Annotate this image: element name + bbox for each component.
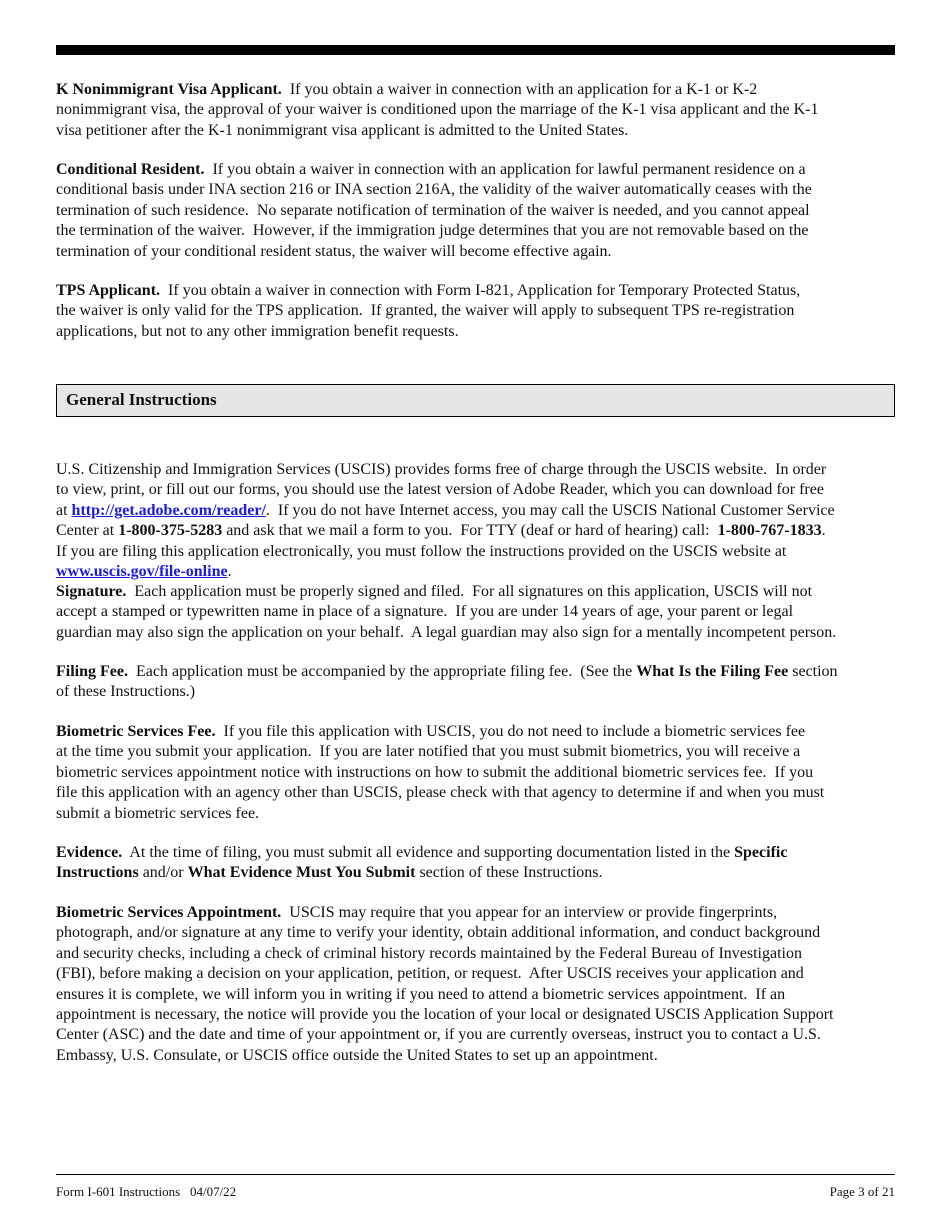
uscis-forms-paragraph: [56, 460, 895, 582]
k-visa-text: nonimmigrant visa, the approval of your waiver is conditioned upon the marriage of the K-1 visa applicant and the K-1: [56, 101, 819, 119]
signature-heading: Signature.: [56, 583, 127, 600]
filing-fee-text: section: [788, 663, 838, 680]
biometric-appointment-heading: Biometric Services Appointment.: [56, 904, 282, 921]
evidence-heading: Evidence.: [56, 844, 123, 861]
phone-number-tty: 1-800-767-1833: [717, 522, 822, 540]
biometric-appointment-text: Embassy, U.S. Consulate, or USCIS office outside the United States to set up an appointment.: [56, 1046, 658, 1064]
evidence-paragraph: [56, 843, 895, 884]
adobe-reader-link[interactable]: http://get.adobe.com/reader/: [71, 501, 266, 519]
k-visa-text: If you obtain a waiver in connection with an application for a K-1 or K-2: [281, 81, 758, 98]
uscis-text: U.S. Citizenship and Immigration Services (USCIS) provides forms free of charge through the USCIS website. In order: [56, 461, 827, 478]
conditional-resident-paragraph: [56, 160, 895, 262]
filing-fee-heading: Filing Fee.: [56, 663, 128, 680]
signature-text: Each application must be properly signed and filed. For all signatures on this application, USCIS will not: [126, 583, 813, 600]
form-identifier: Form I-601 Instructions 04/07/22: [56, 1184, 237, 1199]
filing-fee-reference: What Is the Filing Fee: [636, 663, 789, 680]
biometric-appointment-text: Center (ASC) and the date and time of your appointment or, if you are currently overseas, instruct you to contact a U.S.: [56, 1026, 821, 1044]
uscis-text: Center at: [56, 522, 119, 540]
k-visa-text: visa petitioner after the K-1 nonimmigrant visa applicant is admitted to the United States.: [56, 121, 629, 139]
biometric-fee-text: biometric services appointment notice with instructions on how to submit the additional biometric services fee. If you: [56, 763, 814, 781]
uscis-text: .: [821, 522, 826, 540]
page-number: Page 3 of 21: [829, 1184, 895, 1199]
tps-paragraph: [56, 281, 895, 342]
evidence-text: and/or: [138, 864, 188, 882]
evidence-reference: Instructions: [56, 864, 139, 882]
filing-fee-text: of these Instructions.): [56, 683, 196, 701]
biometric-appointment-text: appointment is necessary, the notice will provide you the location of your local or designated USCIS Application Support: [56, 1006, 834, 1024]
conditional-heading: Conditional Resident.: [56, 161, 205, 178]
biometric-fee-paragraph: [56, 722, 895, 824]
conditional-text: the termination of the waiver. However, if the immigration judge determines that you are not removable based on the: [56, 222, 809, 240]
signature-text: accept a stamped or typewritten name in place of a signature. If you are under 14 years of age, your parent or legal: [56, 603, 794, 621]
section-title: General Instructions: [66, 390, 217, 410]
biometric-appointment-text: USCIS may require that you appear for an interview or provide fingerprints,: [281, 904, 778, 921]
tps-heading: TPS Applicant.: [56, 282, 161, 299]
tps-text: applications, but not to any other immigration benefit requests.: [56, 322, 459, 340]
conditional-text: If you obtain a waiver in connection with an application for lawful permanent residence on a: [204, 161, 806, 178]
signature-text: guardian may also sign the application on your behalf. A legal guardian may also sign for a mentally incompetent person.: [56, 623, 837, 641]
phone-number-main: 1-800-375-5283: [118, 522, 223, 540]
biometric-fee-heading: Biometric Services Fee.: [56, 723, 216, 740]
biometric-appointment-paragraph: [56, 903, 895, 1066]
conditional-text: termination of such residence. No separate notification of termination of the waiver is needed, and you cannot appeal: [56, 201, 810, 219]
k-visa-heading: K Nonimmigrant Visa Applicant.: [56, 81, 282, 98]
biometric-fee-text: If you file this application with USCIS, you do not need to include a biometric services fee: [215, 723, 806, 740]
filing-fee-text: Each application must be accompanied by the appropriate filing fee. (See the: [127, 663, 637, 680]
signature-paragraph: [56, 582, 895, 643]
k-visa-paragraph: [56, 80, 895, 141]
uscis-text: If you are filing this application electronically, you must follow the instructions provided on the USCIS website at: [56, 542, 787, 560]
general-instructions-header: [56, 384, 895, 417]
biometric-appointment-text: photograph, and/or signature at any time to verify your identity, obtain additional information, and conduct background: [56, 924, 821, 942]
uscis-text: at: [56, 501, 72, 519]
top-rule: [56, 45, 895, 55]
uscis-text: .: [227, 563, 232, 581]
biometric-fee-text: file this application with an agency other than USCIS, please check with that agency to determine if and when you must: [56, 784, 825, 802]
evidence-reference: What Evidence Must You Submit: [187, 864, 416, 882]
uscis-text: . If you do not have Internet access, you may call the USCIS National Customer Service: [265, 501, 835, 519]
biometric-appointment-text: ensures it is complete, we will inform you in writing if you need to attend a biometric services appointment. If an: [56, 985, 786, 1003]
file-online-link[interactable]: www.uscis.gov/file-online: [56, 563, 228, 581]
evidence-text: At the time of filing, you must submit all evidence and supporting documentation listed in the: [122, 844, 735, 861]
conditional-text: conditional basis under INA section 216 or INA section 216A, the validity of the waiver automatically ceases with the: [56, 181, 812, 199]
biometric-appointment-text: (FBI), before making a decision on your application, petition, or request. After USCIS receives your application and: [56, 965, 804, 983]
footer-rule: [56, 1174, 895, 1175]
biometric-fee-text: at the time you submit your application. If you are later notified that you must submit biometrics, you will receive a: [56, 743, 801, 761]
conditional-text: termination of your conditional resident status, the waiver will become effective again.: [56, 242, 612, 260]
filing-fee-paragraph: [56, 662, 895, 703]
uscis-text: to view, print, or fill out our forms, you should use the latest version of Adobe Reader, which you can download for free: [56, 481, 824, 499]
tps-text: If you obtain a waiver in connection with Form I-821, Application for Temporary Protected Status,: [160, 282, 801, 299]
uscis-text: and ask that we mail a form to you. For TTY (deaf or hard of hearing) call:: [222, 522, 718, 540]
evidence-text: section of these Instructions.: [415, 864, 603, 882]
biometric-appointment-text: and security checks, including a check of criminal history records maintained by the Federal Bureau of Investigation: [56, 944, 802, 962]
biometric-fee-text: submit a biometric services fee.: [56, 804, 260, 822]
evidence-reference: Specific: [734, 844, 788, 861]
tps-text: the waiver is only valid for the TPS application. If granted, the waiver will apply to subsequent TPS re-registration: [56, 302, 795, 320]
